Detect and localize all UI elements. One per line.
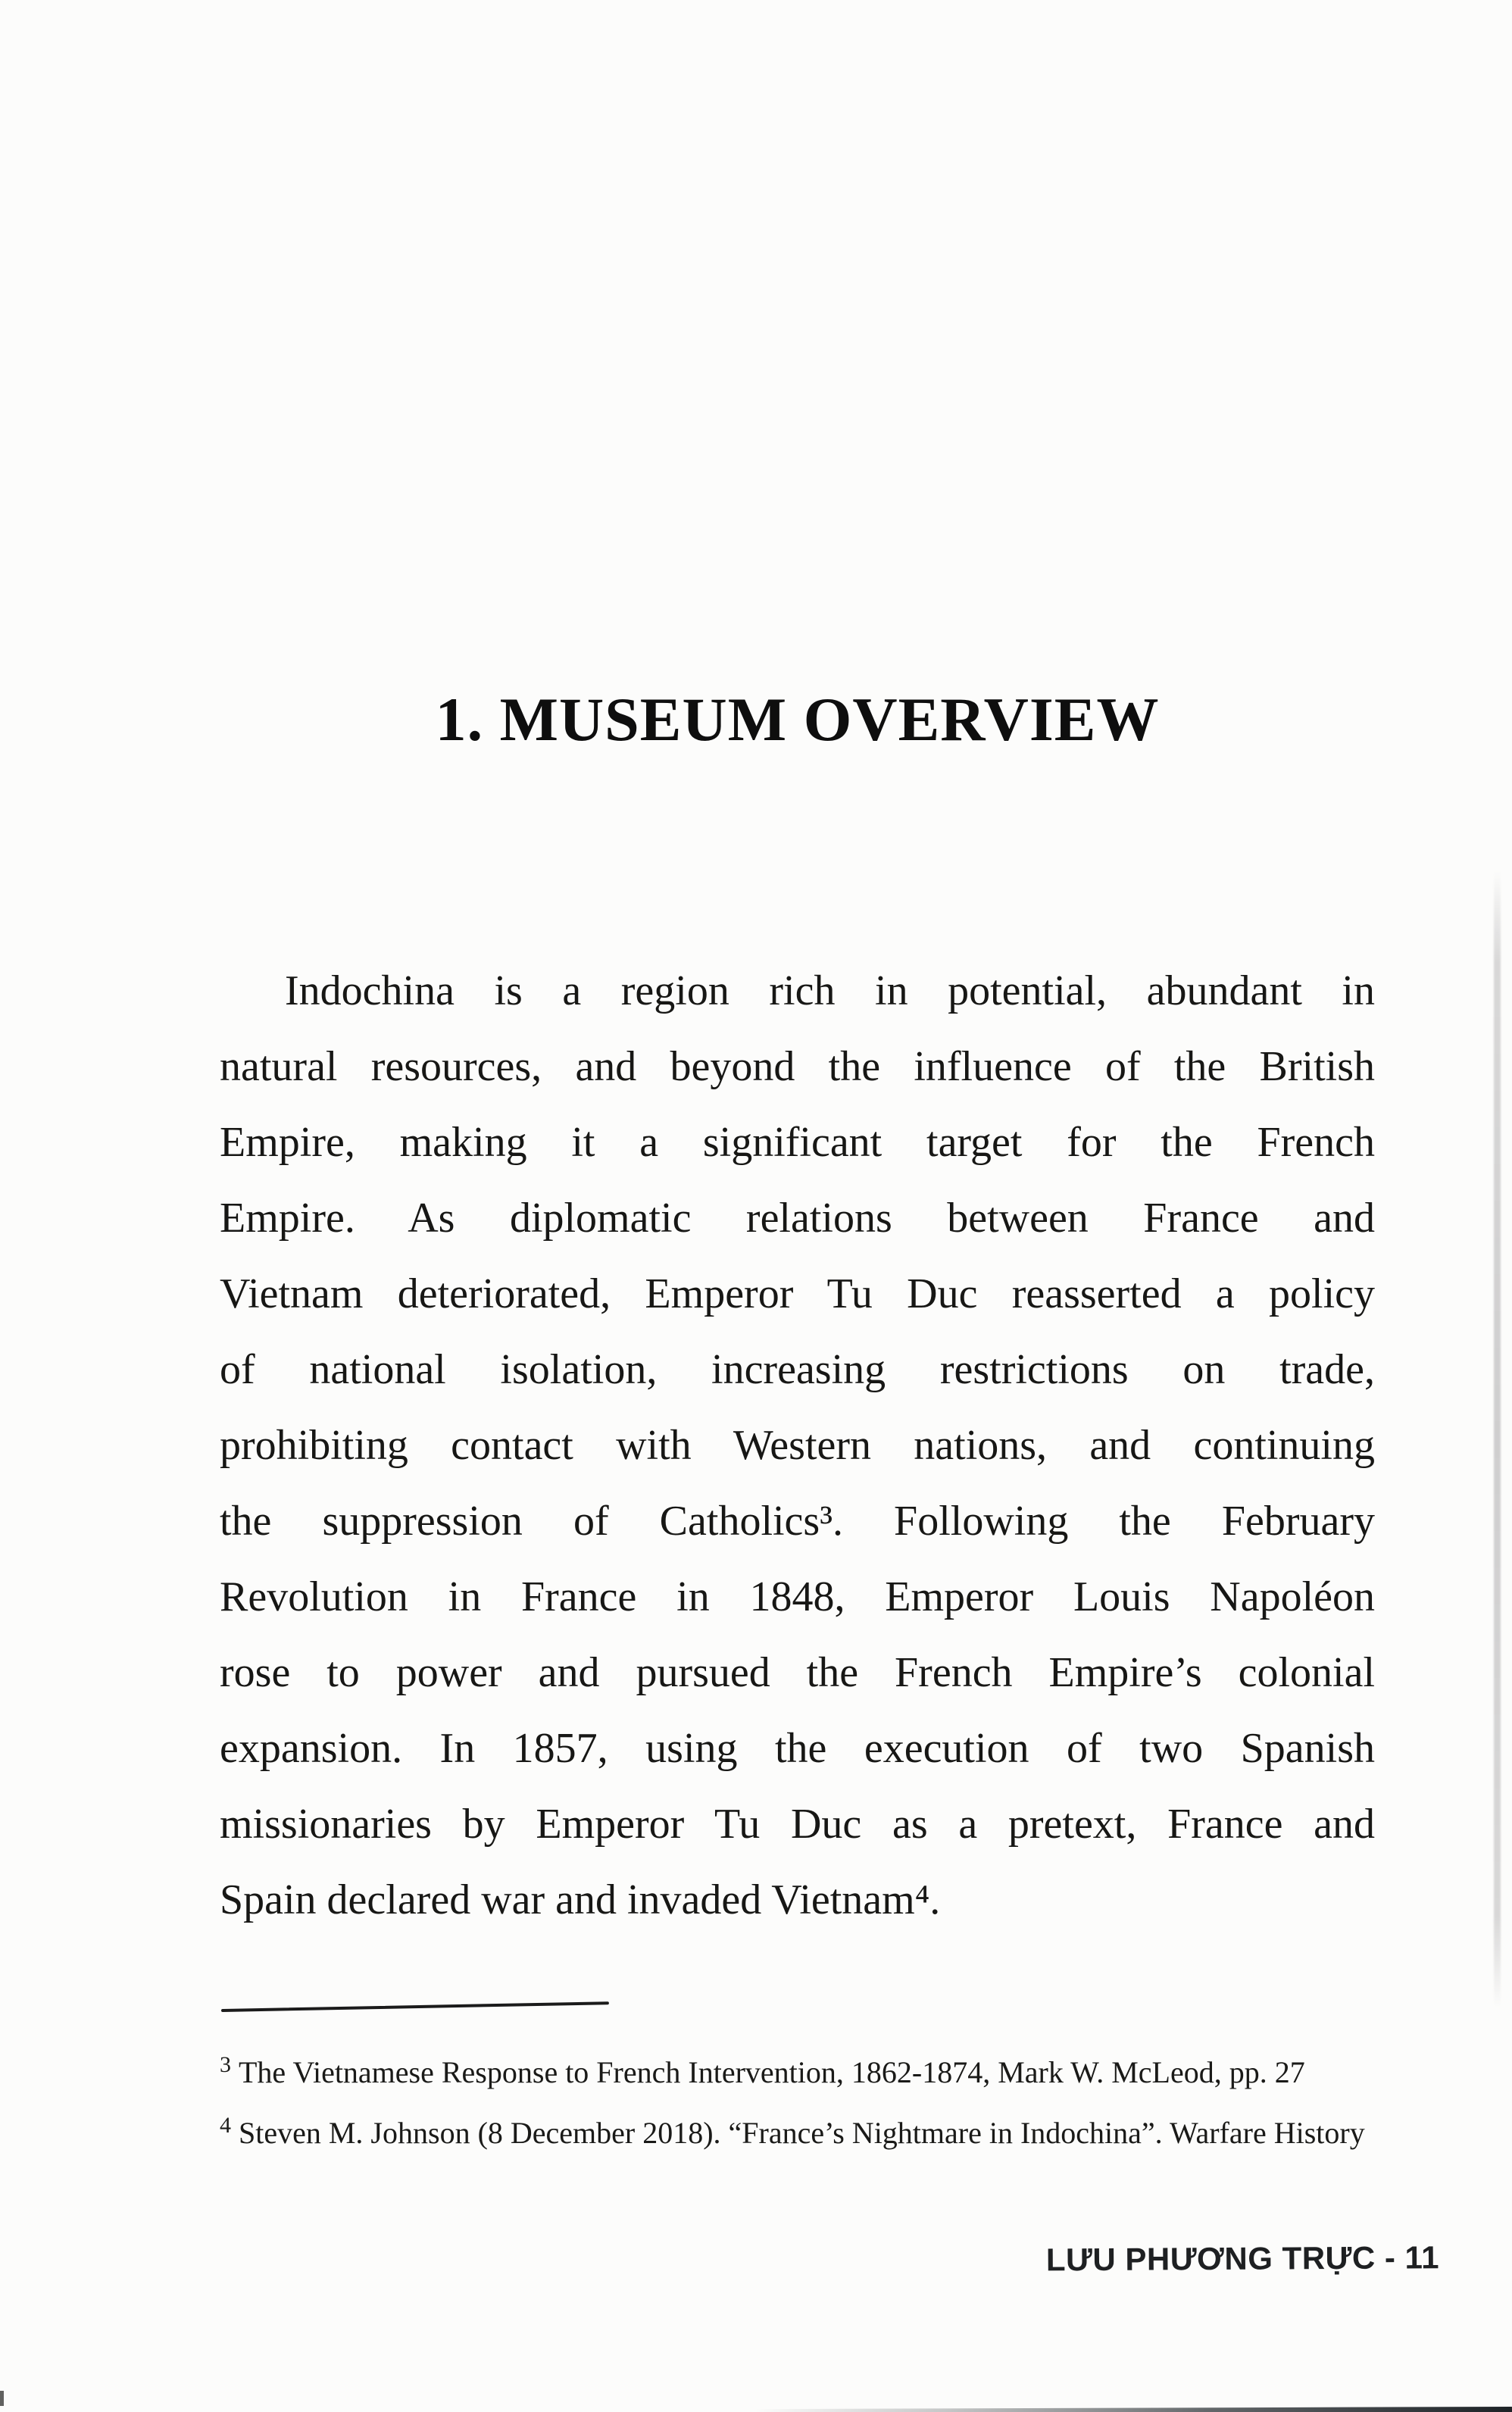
body-line: expansion. In 1857, using the execution of two Spanish (220, 1725, 1375, 1772)
footnote-marker: 4 (220, 2112, 231, 2138)
body-line: the suppression of Catholics³. Following the February (220, 1498, 1375, 1545)
body-line: Vietnam deteriorated, Emperor Tu Duc reasserted a policy (220, 1270, 1375, 1317)
body-line: Empire, making it a significant target for the French (220, 1119, 1375, 1166)
footnote-marker: 3 (220, 2051, 231, 2077)
body-line: Spain declared war and invaded Vietnam⁴. (220, 1876, 941, 1923)
body-line: Revolution in France in 1848, Emperor Louis Napoléon (220, 1573, 1375, 1620)
body-paragraph (220, 953, 1375, 1938)
left-edge-scan-speck (0, 2391, 4, 2406)
bottom-scan-artifact-bar (754, 2407, 1512, 2412)
body-line: rose to power and pursued the French Empire’s colonial (220, 1649, 1375, 1696)
right-edge-scan-shadow (1494, 871, 1501, 2007)
body-line: Empire. As diplomatic relations between France and (220, 1195, 1375, 1242)
body-line: Indochina is a region rich in potential, abundant in (285, 967, 1375, 1014)
footnote-separator (221, 2001, 609, 2012)
body-line: missionaries by Emperor Tu Duc as a pretext, France and (220, 1801, 1375, 1848)
footer-text: LƯU PHƯƠNG TRỰC - 11 (1045, 2239, 1440, 2278)
footnote-text: The Vietnamese Response to French Intervention, 1862-1874, Mark W. McLeod, pp. 27 (239, 2055, 1305, 2089)
footnote (220, 2103, 1401, 2164)
body-line: of national isolation, increasing restrictions on trade, (220, 1346, 1375, 1393)
body-line: prohibiting contact with Western nations, and continuing (220, 1422, 1375, 1469)
footnote (220, 2042, 1401, 2103)
footnote-text: Steven M. Johnson (8 December 2018). “France’s Nightmare in Indochina”. Warfare History (239, 2116, 1365, 2150)
footnotes-section (220, 2042, 1401, 2164)
page-title: 1. MUSEUM OVERVIEW (435, 684, 1160, 754)
body-line: natural resources, and beyond the influence of the British (220, 1043, 1375, 1090)
page-footer (0, 2239, 1439, 2285)
